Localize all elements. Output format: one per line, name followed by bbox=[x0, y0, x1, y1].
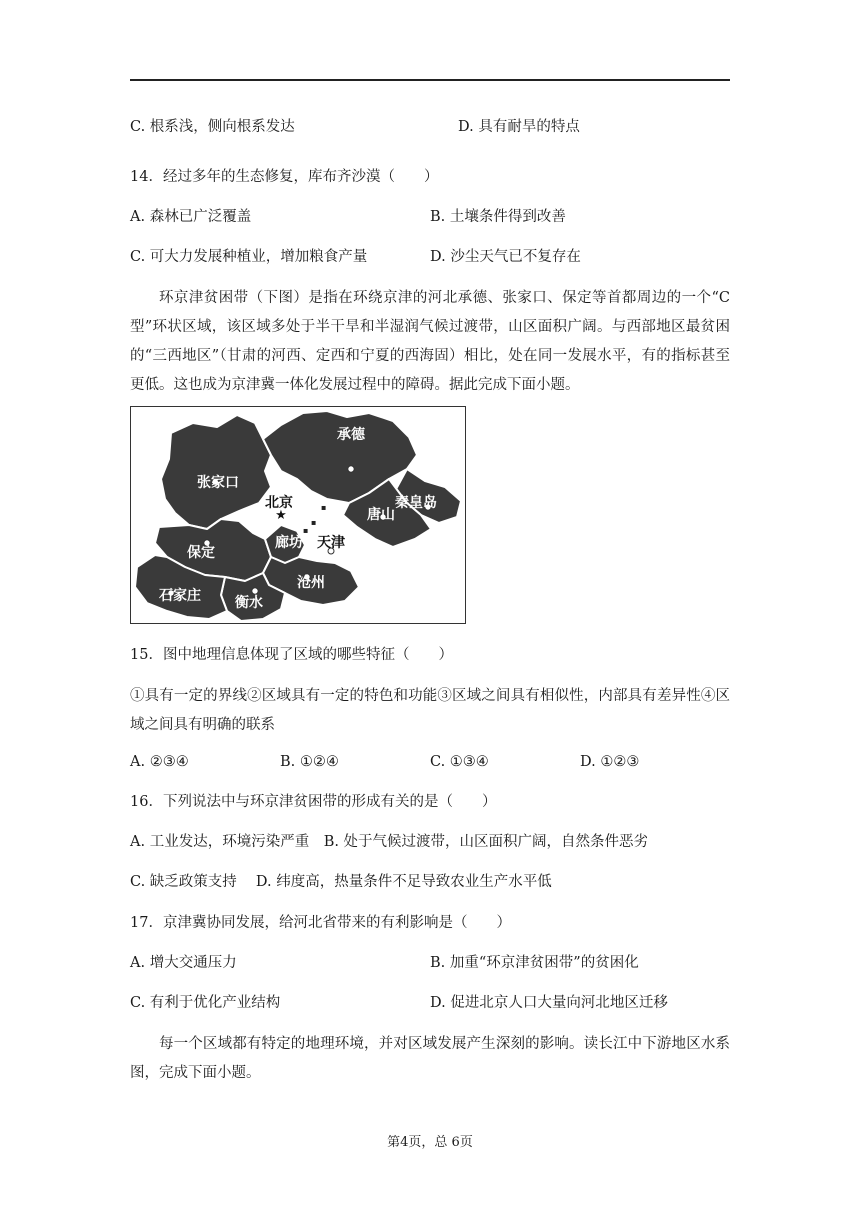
svg-text:▪: ▪ bbox=[303, 526, 309, 535]
q15-statements: ①具有一定的界线②区域具有一定的特色和功能③区域之间具有相似性，内部具有差异性④区域之间具有明确的联系 bbox=[130, 688, 730, 733]
q14-option-c: C. 可大力发展种植业，增加粮食产量 bbox=[130, 249, 368, 265]
q15-option-a: A. ②③④ bbox=[130, 754, 189, 770]
label-tangshan: 唐山 bbox=[367, 507, 395, 523]
label-hengshui: 衡水 bbox=[235, 595, 263, 611]
q15-stem: 15．图中地理信息体现了区域的哪些特征（ ） bbox=[130, 647, 453, 663]
q16-options-cd: C. 缺乏政策支持 D. 纬度高，热量条件不足导致农业生产水平低 bbox=[130, 874, 552, 890]
label-langfang: 廊坊 bbox=[275, 535, 303, 551]
q13-option-c: C. 根系浅，侧向根系发达 bbox=[130, 119, 295, 135]
q16-stem: 16．下列说法中与环京津贫困带的形成有关的是（ ） bbox=[130, 794, 497, 810]
q16-options-ab: A. 工业发达，环境污染严重 B. 处于气候过渡带，山区面积广阔，自然条件恶劣 bbox=[130, 834, 649, 850]
header-rule bbox=[130, 79, 730, 81]
q17-option-d: D. 促进北京人口大量向河北地区迁移 bbox=[430, 995, 668, 1011]
q14-stem: 14．经过多年的生态修复，库布齐沙漠（ ） bbox=[130, 169, 439, 185]
label-cangzhou: 沧州 bbox=[297, 575, 325, 591]
label-shijiazhuang: 石家庄 bbox=[159, 588, 201, 604]
q14-option-a: A. 森林已广泛覆盖 bbox=[130, 209, 252, 225]
q15-option-c: C. ①③④ bbox=[430, 754, 489, 770]
q17-option-b: B. 加重“环京津贫困带”的贫困化 bbox=[430, 955, 639, 971]
svg-text:★: ★ bbox=[275, 508, 287, 523]
label-tianjin: 天津 bbox=[317, 535, 345, 551]
label-baoding: 保定 bbox=[187, 545, 215, 561]
q17-stem: 17．京津冀协同发展，给河北省带来的有利影响是（ ） bbox=[130, 915, 511, 931]
q17-option-c: C. 有利于优化产业结构 bbox=[130, 995, 281, 1011]
region-zhangjiakou bbox=[161, 415, 271, 529]
q14-option-b: B. 土壤条件得到改善 bbox=[430, 209, 566, 225]
q15-option-d: D. ①②③ bbox=[580, 754, 640, 770]
label-beijing: 北京 bbox=[265, 495, 293, 511]
page-footer: 第4页，总 6页 bbox=[387, 1135, 473, 1150]
map-figure bbox=[130, 406, 466, 624]
q15-option-b: B. ①②④ bbox=[280, 754, 339, 770]
map-svg bbox=[131, 407, 466, 624]
q14-option-d: D. 沙尘天气已不复存在 bbox=[430, 249, 581, 265]
label-chengde: 承德 bbox=[337, 427, 365, 443]
svg-text:▪: ▪ bbox=[321, 503, 327, 512]
passage-poverty-belt: 环京津贫困带（下图）是指在环绕京津的河北承德、张家口、保定等首都周边的一个“C型”环状区域，该区域多处于半干旱和半湿润气候过渡带，山区面积广阔。与西部地区最贫困的“三西地区”（甘肃的河西、定西和宁夏的西海固）相比，处在同一发展水平，有的指标甚至更低。这也成为京津冀一体化发展过程中的障碍。据此完成下面小题。 bbox=[130, 290, 730, 393]
q17-option-a: A. 增大交通压力 bbox=[130, 955, 237, 971]
svg-text:▪: ▪ bbox=[311, 518, 317, 527]
passage-yangtze: 每一个区域都有特定的地理环境，并对区域发展产生深刻的影响。读长江中下游地区水系图，完成下面小题。 bbox=[130, 1036, 730, 1081]
label-zhangjiakou: 张家口 bbox=[197, 475, 239, 491]
q13-option-d: D. 具有耐旱的特点 bbox=[458, 119, 580, 135]
label-qinhuangdao: 秦皇岛 bbox=[395, 495, 437, 511]
